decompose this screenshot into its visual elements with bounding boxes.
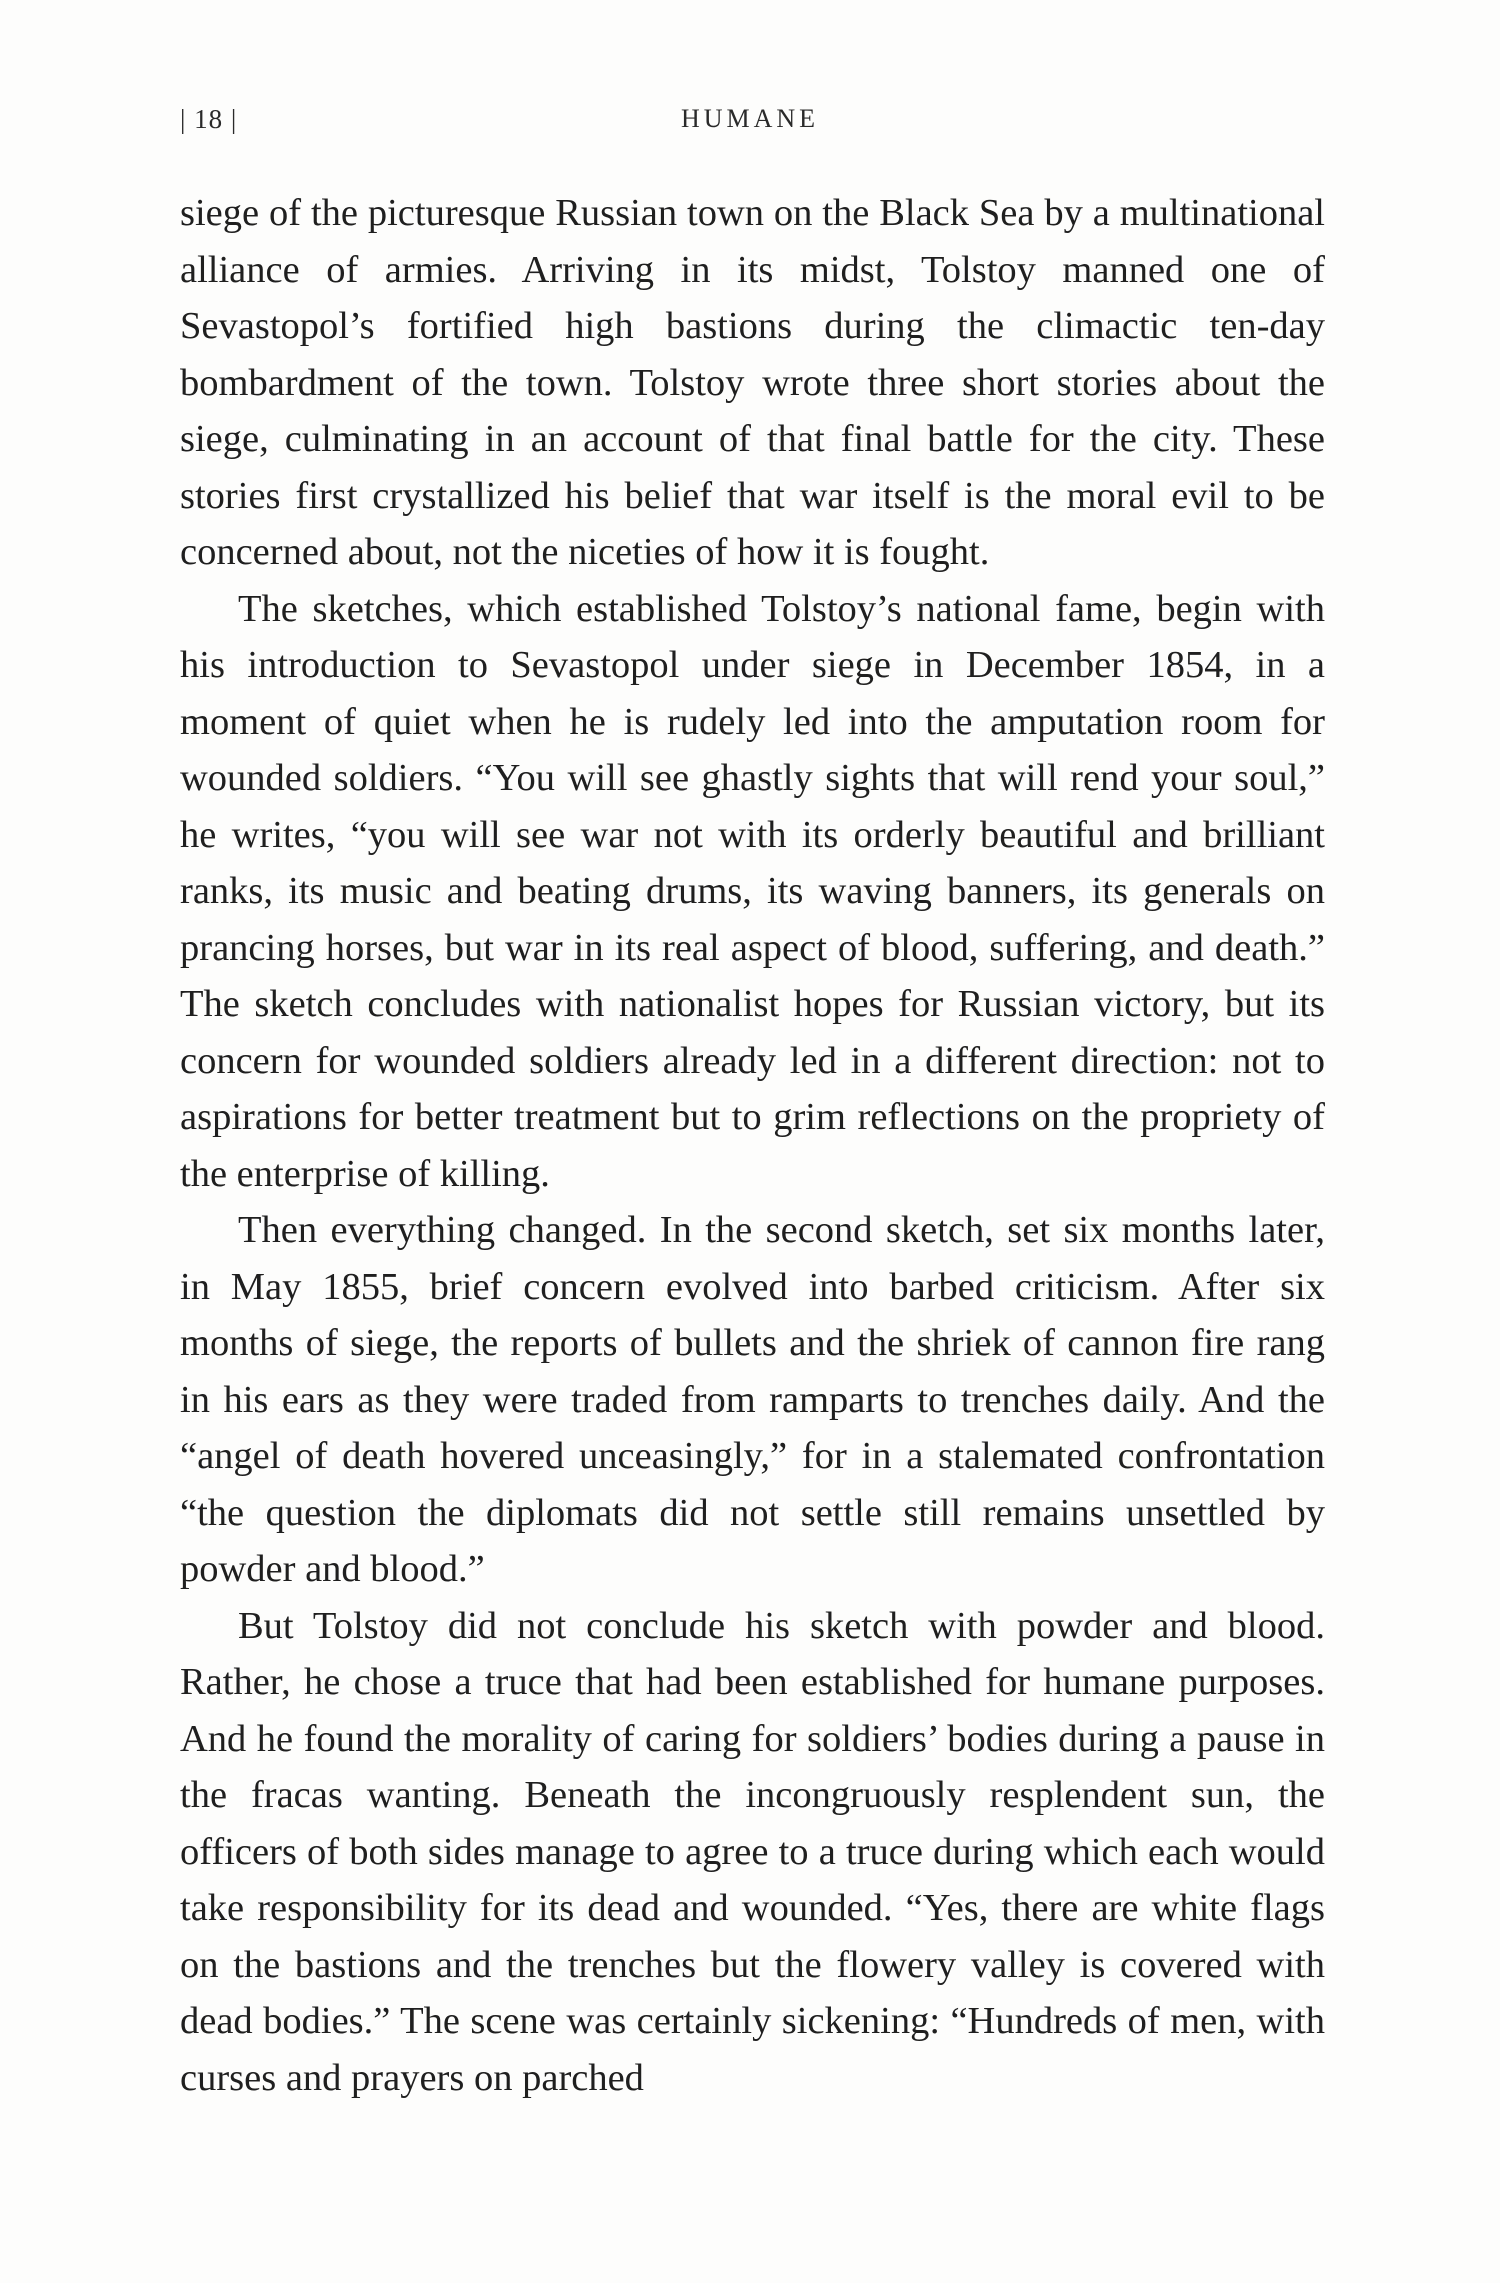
running-title: HUMANE (680, 104, 820, 133)
paragraph: Then everything changed. In the second sketch, set six months later, in May 1855, brief concern evolved into barbed criticism. After six months of siege, the reports of bullets and the shriek of cannon fire rang in his ears as they were traded from ramparts to trenches daily. And the “angel of death hovered unceasingly,” for in a stalemated confrontation “the question the diplomats did not settle still remains unsettled by powder and blood.” (180, 1209, 1325, 1590)
paragraph: The sketches, which established Tolstoy’s national fame, begin with his introduction to Sevastopol under siege in December 1854, in a moment of quiet when he is rudely led into the amputation room for wounded soldiers. “You will see ghastly sights that will rend your soul,” he writes, “you will see war not with its orderly beautiful and brilliant ranks, its music and beating drums, its waving banners, its generals on prancing horses, but war in its real aspect of blood, suffering, and death.” The sketch concludes with nationalist hopes for Russian victory, but its concern for wounded soldiers already led in a different direction: not to aspirations for better treatment but to grim reflections on the propriety of the enterprise of killing. (180, 587, 1325, 1195)
page-number: | 18 | (180, 104, 238, 134)
paragraph: But Tolstoy did not conclude his sketch with powder and blood. Rather, he chose a truce that had been established for humane purposes. And he found the morality of caring for soldiers’ bodies during a pause in the fracas wanting. Beneath the incongruously resplendent sun, the officers of both sides manage to agree to a truce during which each would take responsibility for its dead and wounded. “Yes, there are white flags on the bastions and the trenches but the flowery valley is covered with dead bodies.” The scene was certainly sickening: “Hundreds of men, with curses and prayers on parched (180, 1604, 1325, 2099)
running-head (180, 104, 1320, 144)
paragraph-continued: siege of the picturesque Russian town on the Black Sea by a multinational alliance of armies. Arriving in its midst, Tolstoy manned one of Sevastopol’s fortified high bastions during the climactic ten-day bombardment of the town. Tolstoy wrote three short stories about the siege, culminating in an account of that final battle for the city. These stories first crystallized his belief that war itself is the moral evil to be concerned about, not the niceties of how it is fought. (180, 192, 1325, 573)
body-text (180, 185, 1325, 2106)
